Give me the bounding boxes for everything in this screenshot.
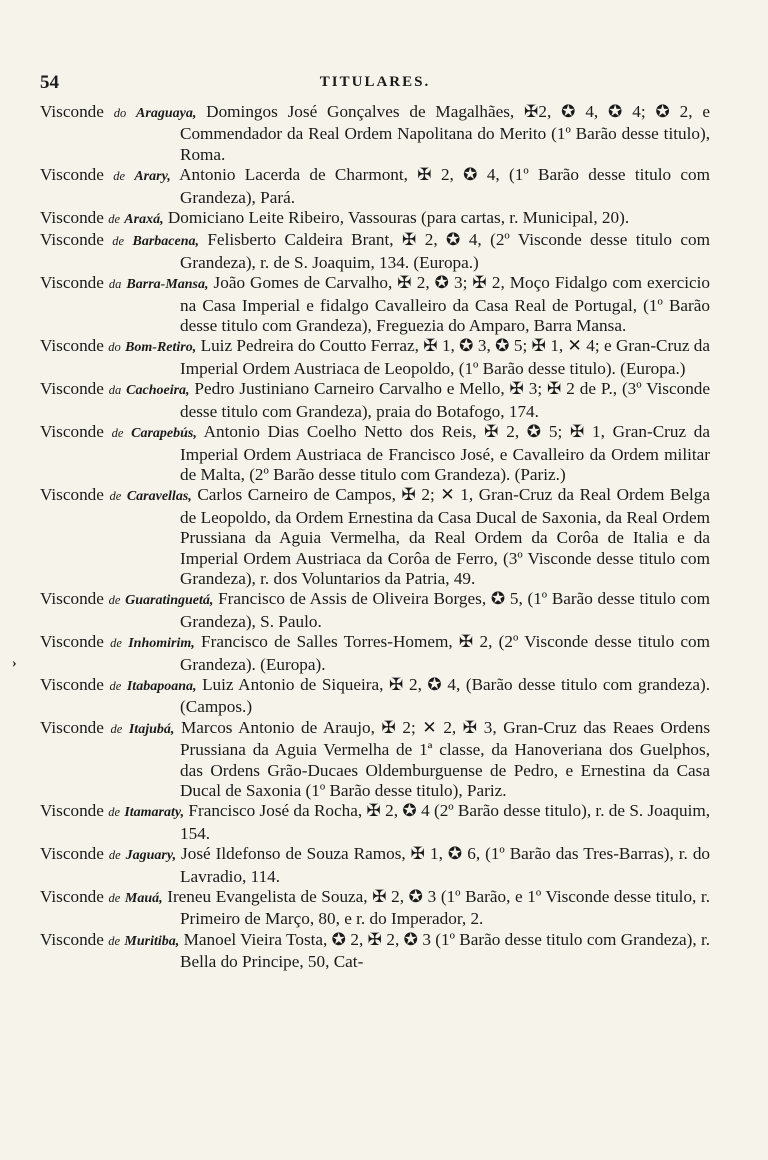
entry-keyword: Visconde [40,844,104,864]
entry-preposition: de [108,212,120,227]
entry-preposition: de [108,848,121,863]
page-number: 54 [40,72,59,93]
entry-title: Cachoeira, [126,383,190,399]
entry-text: Pedro Justiniano Carneiro Carvalho e Mello, ✠ 3; ✠ 2 de P., (3º Visconde desse titulo com Grandeza), praia do Botafogo, 174. [180,379,711,421]
entry-title: Barbacena, [132,234,199,250]
entry [40,930,710,973]
margin-mark: › [12,656,17,671]
entry-list [40,102,710,973]
entry-preposition: de [108,593,121,608]
entry [40,165,710,208]
entry-text: José Ildefonso de Souza Ramos, ✠ 1, ✪ 6, (1º Barão das Tres-Barras), r. do Lavradio, 114. [180,844,711,886]
entry-keyword: Visconde [40,273,104,293]
entry-preposition: de [109,678,122,693]
entry-text: Manoel Vieira Tosta, ✪ 2, ✠ 2, ✪ 3 (1º Barão desse titulo com Grandeza), r. Bella do Principe, 50, Cat- [180,929,711,972]
entry [40,485,710,589]
entry-text: Francisco José da Rocha, ✠ 2, ✪ 4 (2º Barão desse titulo), r. de S. Joaquim, 154. [180,801,711,843]
entry-title: Caravellas, [126,489,192,505]
entry-keyword: Visconde [40,632,104,652]
entry-keyword: Visconde [40,589,104,609]
entry [40,718,710,802]
entry [40,102,710,165]
entry-title: Bom-Retiro, [125,340,197,356]
entry-title: Arary, [134,169,171,185]
entry-title: Muritiba, [124,933,180,949]
entry-title: Carapebús, [131,426,197,442]
entry [40,632,710,675]
entry-title: Itabapoana, [126,678,197,694]
entry [40,844,710,887]
entry-preposition: de [110,636,122,651]
entry-text: Carlos Carneiro de Campos, ✠ 2; ✕ 1, Gran-Cruz da Real Ordem Belga de Leopoldo, da Ordem Ernestina da Casa Ducal de Saxonia, da Real Ordem Prussiana da Aguia Vermelha, da Real Ordem da Corôa de Italia e da Imperial Ordem Austriaca da Corôa de Ferro, (3º Visconde desse titulo com Grandeza), r. dos Voluntarios da Patria, 49. [180,485,711,588]
entry [40,589,710,632]
entry-title: Jaguary, [125,848,177,864]
entry-text: Antonio Lacerda de Charmont, ✠ 2, ✪ 4, (1º Barão desse titulo com Grandeza), Pará. [179,165,711,207]
entry-title: Guaratinguetá, [125,593,214,609]
entry-text: Francisco de Salles Torres-Homem, ✠ 2, (2º Visconde desse titulo com Grandeza). (Europa). [180,632,711,674]
entry-keyword: Visconde [40,887,104,907]
entry-preposition: de [113,169,126,184]
entry-preposition: de [111,426,124,441]
entry-keyword: Visconde [40,102,104,121]
entry-keyword: Visconde [40,929,104,949]
entry-preposition: de [108,933,121,948]
entry [40,422,710,485]
entry-title: Itajubá, [128,721,175,737]
entry-preposition: do [108,340,121,355]
entry [40,208,710,230]
entry [40,336,710,379]
entry-keyword: Visconde [40,208,104,228]
entry-preposition: do [113,106,127,120]
entry-title: Araxá, [124,212,164,228]
entry-text: Domiciano Leite Ribeiro, Vassouras (para cartas, r. Municipal, 20). [167,208,630,228]
entry-keyword: Visconde [40,379,104,399]
entry-preposition: de [109,489,122,504]
entry-text: Domingos José Gonçalves de Magalhães, ✠2, ✪ 4, ✪ 4; ✪ 2, e Commendador da Real Ordem Napolitana do Merito (1º Barão desse titulo), Roma. [180,102,711,164]
entry-title: Itamaraty, [124,805,185,821]
entry-text: Felisberto Caldeira Brant, ✠ 2, ✪ 4, (2º Visconde desse titulo com Grandeza), r. de S. Joaquim, 134. (Europa.) [180,230,710,272]
entry-preposition: de [110,721,123,736]
running-title: TITULARES. [319,74,431,90]
entry [40,675,710,718]
entry [40,230,710,273]
entry-keyword: Visconde [40,230,104,250]
entry-text: João Gomes de Carvalho, ✠ 2, ✪ 3; ✠ 2, Moço Fidalgo com exercicio na Casa Imperial e fidalgo Cavalleiro da Casa Real de Portugal, (1º Barão desse titulo com Grandeza), Freguezia do Amparo, Barra Mansa. [180,273,710,336]
entry-keyword: Visconde [40,801,104,821]
entry-preposition: de [112,234,125,249]
entry-keyword: Visconde [40,422,104,442]
entry-preposition: de [108,891,121,906]
entry-keyword: Visconde [40,165,104,185]
entry [40,273,710,336]
entry-preposition: da [108,383,122,398]
entry [40,379,710,422]
entry [40,801,710,844]
entry-title: Araguaya, [136,106,197,121]
page-header [40,72,710,96]
entry-text: Luiz Antonio de Siqueira, ✠ 2, ✪ 4, (Barão desse titulo com grandeza). (Campos.) [180,674,711,717]
entry-keyword: Visconde [40,485,104,505]
entry [40,887,710,930]
entry-title: Mauá, [124,891,163,907]
entry-text: Antonio Dias Coelho Netto dos Reis, ✠ 2, ✪ 5; ✠ 1, Gran-Cruz da Imperial Ordem Austriaca de Francisco José, e Cavalleiro da Ordem militar de Malta, (2º Barão desse titulo com Grandeza). (Pariz.) [180,422,711,484]
entry-text: Francisco de Assis de Oliveira Borges, ✪ 5, (1º Barão desse titulo com Grandeza), S. Paulo. [180,589,711,631]
entry-keyword: Visconde [40,674,104,694]
entry-preposition: de [108,805,121,820]
entry-keyword: Visconde [40,336,104,356]
entry-text: Luiz Pedreira do Coutto Ferraz, ✠ 1, ✪ 3, ✪ 5; ✠ 1, ✕ 4; e Gran-Cruz da Imperial Ordem Austriaca de Leopoldo, (1º Barão desse titulo). (Europa.) [180,336,711,378]
entry-text: Ireneu Evangelista de Souza, ✠ 2, ✪ 3 (1º Barão, e 1º Visconde desse titulo, r. Primeiro de Março, 80, e r. do Imperador, 2. [167,887,710,929]
entry-text: Marcos Antonio de Araujo, ✠ 2; ✕ 2, ✠ 3, Gran-Cruz das Reaes Ordens Prussiana da Aguia Vermelha de 1ª classe, da Hanoveriana dos Guelphos, das Ordens Grão-Ducaes Oldemburguense de Pedro, e Ernestina da Casa Ducal de Saxonia (1º Barão desse titulo), Pariz. [180,717,711,800]
entry-preposition: da [108,277,122,292]
entry-keyword: Visconde [40,717,104,737]
entry-title: Inhomirim, [128,636,195,652]
entry-title: Barra-Mansa, [126,277,209,293]
